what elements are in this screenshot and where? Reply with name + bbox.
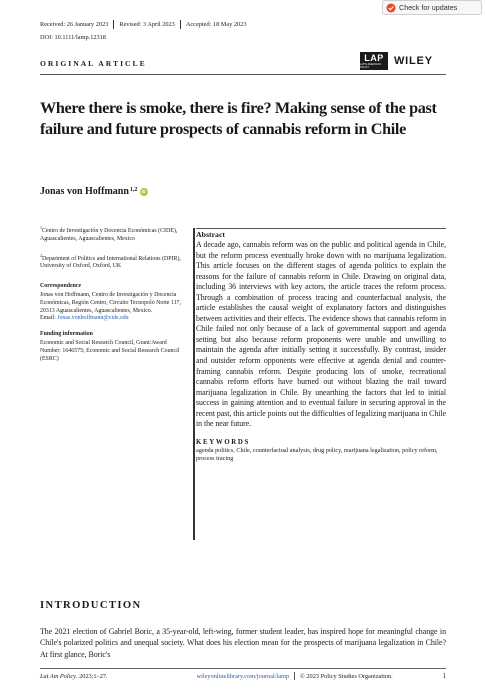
article-type: ORIGINAL ARTICLE [40,59,147,68]
received-date: Received: 26 January 2023 [40,21,109,28]
journal-name: Lat Am Policy [40,672,76,680]
footer-divider-mark [294,672,295,680]
affiliation-1 [40,224,186,244]
affiliation-1-number: 1 [40,225,42,230]
lap-logo-subtext: LATIN AMERICAN POLICY [360,62,382,69]
copyright: © 2023 Policy Studies Organization. [300,672,393,680]
journal-citation: . 2023;1–27. [75,672,108,680]
abstract-section [196,228,446,463]
correspondence [40,283,186,323]
page-footer [40,672,446,680]
introduction-heading: INTRODUCTION [40,600,142,611]
funding-heading: Funding information [40,331,93,338]
keywords-text: agenda politics, Chile, counterfactual analysis, drug policy, marijuana legalization, policy reform, process tracing [196,446,438,463]
correspondence-address: Jonas von Hoffmann, Centro de Investigación y Docencia Económicas, Región Centro, Circuito Tecnopolo Norte 117, 20313 Aguascalientes, Aguascalientes, Mexico. [40,291,182,314]
correspondence-heading: Correspondence [40,283,82,290]
funding-text: Economic and Social Research Council, Grant/Award Number: 1646575; Economic and Social Research Council (ESRC) [40,339,180,362]
introduction-text: The 2021 election of Gabriel Boric, a 35-year-old, left-wing, former student leader, has inspired hope for meaningful change in Chile's polarized politics and unequal society. What does his election mean for the prospects of marijuana legalization in Chile? At first glance, Boric's [40,627,446,659]
page-number: 1 [442,672,446,680]
author-affiliation-marks: 1,2 [129,187,138,193]
date-divider [113,20,114,29]
author-name: Jonas von Hoffmann [40,186,129,197]
revised-date: Revised: 3 April 2023 [119,21,175,28]
abstract-rule [196,228,446,229]
author [40,186,148,197]
correspondence-text [40,292,186,323]
article-title: Where there is smoke, there is fire? Making sense of the past failure and future prospects of cannabis reform in Chile [40,99,437,138]
email-label: Email: [40,315,58,322]
keywords-heading: KEYWORDS [196,438,251,446]
affiliation-2-text: Department of Politics and International Relations (DPIR), University of Oxford, Oxford, UK [40,255,181,270]
affiliation-2-number: 2 [40,252,42,258]
check-for-updates-button[interactable] [382,0,482,15]
wiley-logo: WILEY [394,55,433,67]
abstract-text: A decade ago, cannabis reform was on the public and political agenda in Chile, but the reform process eventually broke down with no marijuana legalization. This article focuses on the different stages of agenda politics to explain the reasons for the failure of cannabis reform in Chile. Drawing on original data, including 36 interviews with key actors, the article traces the reform process. Through a combination of process tracing and counterfactual analysis, the article establishes the causal weight of explanatory factors and distinguishes between activities and their effects. The evidence shows that cannabis reform in Chile failed not only because of a lack of governmental support and agenda setting but also because reform proponents were unable and unwilling to maintain the agenda after initially setting it successfully. By contrast, insider and outsider reform opponents were effective at agenda denial and counter-framing cannabis reform. Despite producing lots of smoke, recreational cannabis reform efforts have burned out without blazing the trail toward marijuana legalization in Chile. By unearthing the factors that led to initial success in gaining attention and to eventual failure in securing approval in the recent past, this article points out the difficulties of legalizing marijuana in Chile in the near future. [196,240,446,429]
footer-divider [40,668,446,669]
doi: DOI: 10.1111/lamp.12318 [40,34,106,41]
affiliation-1-text: Centro de Investigación y Docencia Económicas (CIDE), Aguascalientes, Aguascalientes, Mexico [40,227,178,242]
date-divider [180,20,181,29]
check-for-updates-icon [386,3,396,13]
check-for-updates-label: Check for updates [399,3,458,12]
journal-url-link[interactable]: wileyonlinelibrary.com/journal/lamp [196,672,290,680]
funding [40,331,186,363]
email-link[interactable]: Jonas.vonhoffmann@cide.edu [57,315,129,322]
lap-logo [360,52,388,70]
article-info-column [40,224,186,371]
header-divider [40,74,446,75]
lap-logo-text: LAP [364,52,384,63]
orcid-icon[interactable] [140,188,148,196]
abstract-heading: Abstract [196,230,226,239]
affiliation-2 [40,252,186,272]
accepted-date: Accepted: 18 May 2023 [185,21,247,28]
abstract-side-bar [193,228,195,540]
article-dates [40,20,247,29]
